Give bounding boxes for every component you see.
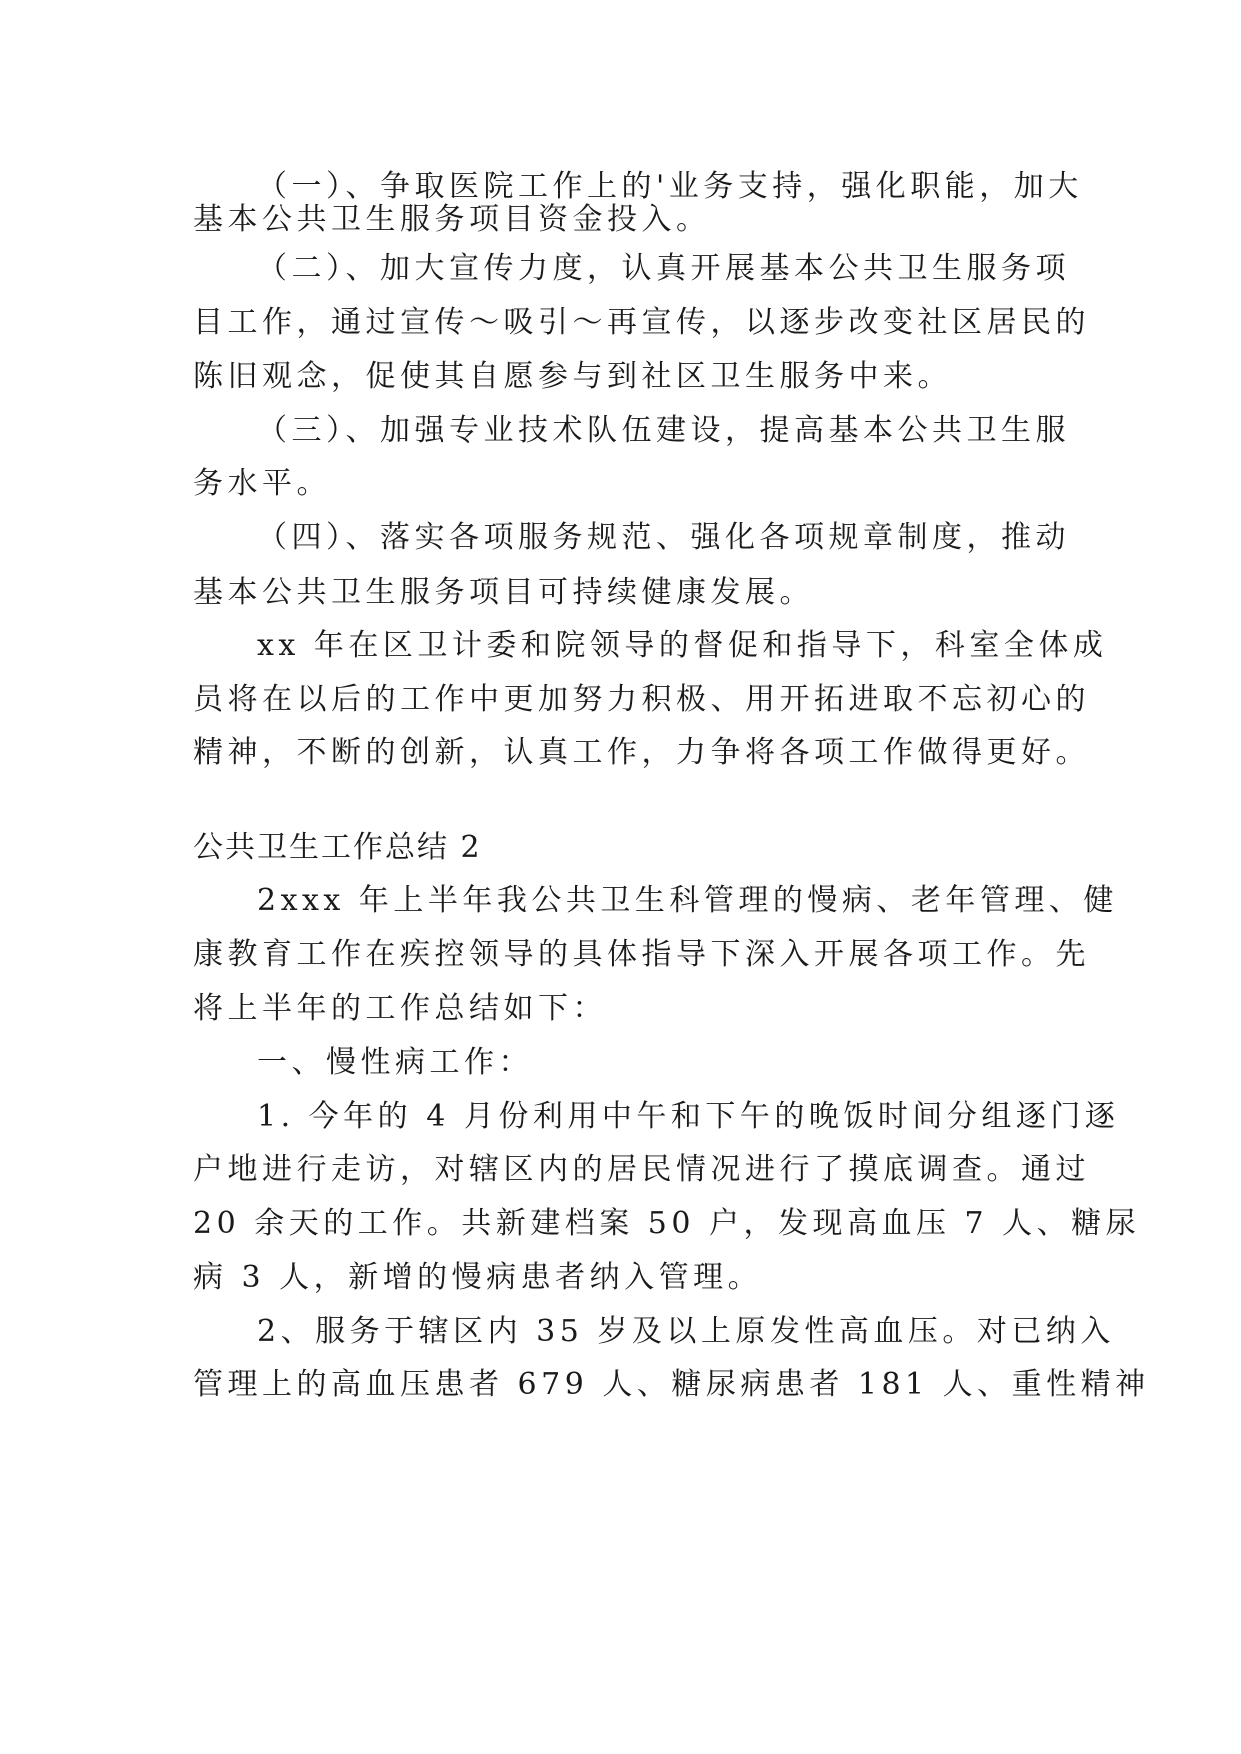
paragraph-7-line-4: 病 3 人，新增的慢病患者纳入管理。 bbox=[193, 1260, 763, 1295]
paragraph-4-line-2: 基本公共卫生服务项目可持续健康发展。 bbox=[193, 575, 814, 610]
paragraph-8-line-1: 2、服务于辖区内 35 岁及以上原发性高血压。对已纳入 bbox=[257, 1314, 1115, 1349]
paragraph-7-line-3: 20 余天的工作。共新建档案 50 户，发现高血压 7 人、糖尿 bbox=[193, 1206, 1141, 1241]
paragraph-7-line-1: 1. 今年的 4 月份利用中午和下午的晚饭时间分组逐门逐 bbox=[257, 1099, 1120, 1134]
section-heading: 公共卫生工作总结 2 bbox=[193, 830, 482, 865]
paragraph-6-line-3: 将上半年的工作总结如下： bbox=[193, 991, 607, 1026]
paragraph-5-line-3: 精神，不断的创新，认真工作，力争将各项工作做得更好。 bbox=[193, 735, 1090, 770]
paragraph-5-line-2: 员将在以后的工作中更加努力积极、用开拓进取不忘初心的 bbox=[193, 682, 1090, 717]
paragraph-2-line-1: （二）、加大宣传力度，认真开展基本公共卫生服务项 bbox=[257, 251, 1070, 286]
paragraph-2-line-2: 目工作，通过宣传～吸引～再宣传，以逐步改变社区居民的 bbox=[193, 305, 1090, 340]
paragraph-2-line-3: 陈旧观念，促使其自愿参与到社区卫生服务中来。 bbox=[193, 359, 952, 394]
paragraph-1-line-1: （一）、争取医院工作上的'业务支持，强化职能，加大 bbox=[257, 169, 1083, 204]
paragraph-3-line-1: （三）、加强专业技术队伍建设，提高基本公共卫生服 bbox=[257, 413, 1070, 448]
paragraph-7-line-2: 户地进行走访，对辖区内的居民情况进行了摸底调查。通过 bbox=[193, 1152, 1090, 1187]
subheading-chronic-disease: 一、慢性病工作： bbox=[257, 1045, 533, 1080]
paragraph-8-line-2: 管理上的高血压患者 679 人、糖尿病患者 181 人、重性精神 bbox=[193, 1367, 1150, 1402]
paragraph-6-line-1: 2xxx 年上半年我公共卫生科管理的慢病、老年管理、健 bbox=[257, 883, 1118, 918]
paragraph-3-line-2: 务水平。 bbox=[193, 466, 331, 501]
paragraph-1-line-2: 基本公共卫生服务项目资金投入。 bbox=[193, 202, 711, 237]
paragraph-5-line-1: xx 年在区卫计委和院领导的督促和指导下，科室全体成 bbox=[257, 628, 1108, 663]
paragraph-6-line-2: 康教育工作在疾控领导的具体指导下深入开展各项工作。先 bbox=[193, 937, 1090, 972]
paragraph-4-line-1: （四）、落实各项服务规范、强化各项规章制度，推动 bbox=[257, 520, 1070, 555]
